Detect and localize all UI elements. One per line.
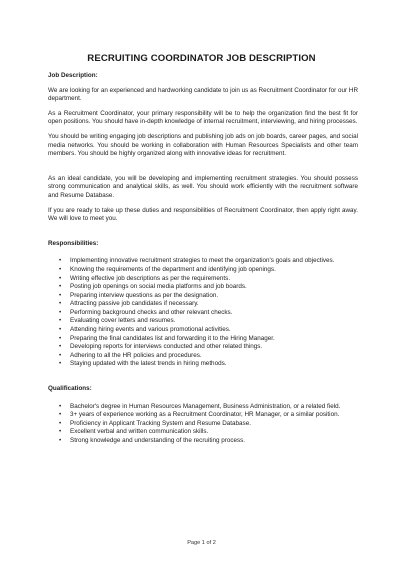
page-title: RECRUITING COORDINATOR JOB DESCRIPTION: [87, 53, 316, 64]
bullet-icon: •: [59, 274, 62, 282]
responsibilities-heading: Responsibilities:: [48, 239, 99, 247]
list-item-text: Implementing innovative recruitment strategies to meet the organization's goals and objectives.: [70, 257, 335, 265]
list-item-text: Staying updated with the latest trends in hiring methods.: [70, 360, 227, 368]
list-item-text: Bachelor's degree in Human Resources Management, Business Administration, or a related field.: [70, 402, 341, 410]
list-item-text: Preparing interview questions as per the designation.: [70, 291, 219, 299]
qualifications-list: [48, 403, 358, 446]
list-item-text: Attracting passive job candidates if necessary.: [70, 300, 199, 308]
bullet-icon: •: [59, 334, 62, 342]
bullet-icon: •: [59, 360, 62, 368]
list-item: [48, 403, 358, 412]
list-item: [48, 317, 358, 326]
list-item-text: Attending hiring events and various promotional activities.: [70, 326, 231, 334]
bullet-icon: •: [59, 283, 62, 291]
bullet-icon: •: [59, 326, 62, 334]
job-description-heading: Job Description:: [48, 72, 98, 79]
list-item: [48, 257, 358, 266]
list-item-text: Excellent verbal and written communication skills.: [70, 428, 209, 436]
bullet-icon: •: [59, 308, 62, 316]
list-item-text: Strong knowledge and understanding of the recruiting process.: [70, 437, 246, 444]
list-item: [48, 428, 358, 437]
list-item: [48, 343, 358, 352]
bullet-icon: •: [59, 419, 62, 427]
list-item-text: Posting job openings on social media platforms and job boards.: [70, 283, 247, 291]
bullet-icon: •: [59, 343, 62, 351]
list-item: [48, 275, 358, 284]
list-item: [48, 420, 358, 429]
bullet-icon: •: [59, 437, 62, 444]
document-body: [48, 72, 358, 446]
job-description-paragraph: If you are ready to take up these duties and responsibilities of Recruitment Coordinator, then apply right away. We will love to meet you.: [48, 206, 358, 223]
list-item: [48, 352, 358, 361]
list-item: [48, 360, 358, 369]
bullet-icon: •: [59, 317, 62, 325]
bullet-icon: •: [59, 351, 62, 359]
job-description-paragraph: As a Recruitment Coordinator, your primary responsibility will be to help the organization find the best fit for open positions. You should have in-depth knowledge of internal recruitment, interviewing, and hiring processes.: [48, 109, 358, 126]
list-item-text: Knowing the requirements of the department and identifying job openings.: [70, 265, 276, 273]
list-item-text: Adhering to all the HR policies and procedures.: [70, 351, 202, 359]
list-item-text: Preparing the final candidates list and forwarding it to the Hiring Manager.: [70, 334, 275, 342]
list-item: [48, 411, 358, 420]
bullet-icon: •: [59, 300, 62, 308]
list-item-text: Writing effective job descriptions as per the requirements.: [70, 274, 231, 282]
bullet-icon: •: [59, 257, 62, 265]
job-description-paragraph: You should be writing engaging job descriptions and publishing job ads on job boards, career pages, and social media networks. You should be working in collaboration with Human Resources Specialists and other team members. You should be highly organized along with innovative ideas for recruitment.: [48, 132, 358, 158]
bullet-icon: •: [59, 428, 62, 436]
page-number: Page 1 of 2: [187, 540, 216, 546]
list-item: [48, 326, 358, 335]
job-description-paragraph: We are looking for an experienced and hardworking candidate to join us as Recruitment Coordinator for our HR department.: [48, 86, 358, 103]
list-item: [48, 335, 358, 344]
qualifications-heading: Qualifications:: [48, 385, 92, 393]
list-item-text: Developing reports for interviews conducted and other related things.: [70, 343, 263, 351]
bullet-icon: •: [59, 411, 62, 419]
bullet-icon: •: [59, 402, 62, 410]
list-item: [48, 309, 358, 318]
list-item-text: Proficiency in Applicant Tracking System and Resume Database.: [70, 419, 251, 427]
job-description-paragraph: As an ideal candidate, you will be developing and implementing recruitment strategies. You should possess strong communication and analytical skills, as well. You should work efficiently with the recruitment software and Resume Database.: [48, 174, 358, 199]
list-item: [48, 437, 358, 446]
list-item-text: 3+ years of experience working as a Recruitment Coordinator, HR Manager, or a similar position.: [70, 411, 340, 419]
list-item: [48, 266, 358, 275]
list-item: [48, 292, 358, 301]
bullet-icon: •: [59, 265, 62, 273]
list-item-text: Evaluating cover letters and resumes.: [70, 317, 176, 325]
list-item: [48, 300, 358, 309]
responsibilities-list: [48, 257, 358, 369]
bullet-icon: •: [59, 291, 62, 299]
list-item-text: Performing background checks and other relevant checks.: [70, 308, 233, 316]
list-item: [48, 283, 358, 292]
